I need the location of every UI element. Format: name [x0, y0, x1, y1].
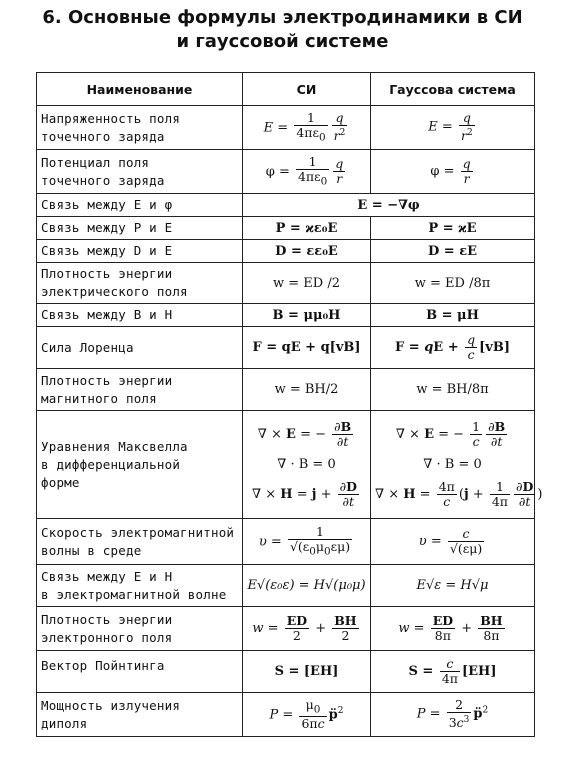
row-name-line: в дифференциальной [41, 456, 181, 472]
gauss-formula: w = $\frac{ED}{8\pi}$ + $\frac{BH}{8\pi}$ [371, 607, 535, 651]
row-name: Связь между D и E [37, 240, 243, 263]
table-row [37, 240, 535, 263]
table-row [37, 411, 535, 519]
si-formula: E = $\frac{1}{4\pi\varepsilon_0}$ $\frac{q}{r^2}$ [243, 106, 371, 150]
row-name-line: электронного поля [41, 629, 173, 645]
row-name [37, 607, 243, 651]
row-name: Вектор Пойнтинга [37, 651, 243, 693]
row-name-line: Потенциал поля [41, 154, 150, 170]
gauss-formula: E = $\frac{q}{r^2}$ [371, 106, 535, 150]
header-name: Наименование [37, 73, 243, 106]
gauss-formula: P = $\frac{2}{3c^3}$ p̈$^2$ [371, 693, 535, 737]
row-name-line: Скорость электромагнитной [41, 524, 235, 540]
gauss-formula: E√ε = H√μ [371, 565, 535, 607]
row-name [37, 519, 243, 565]
row-name-line: диполя [41, 715, 88, 731]
table-row [37, 327, 535, 369]
si-formula: S = [EH] [243, 651, 371, 693]
row-name-line: электрического поля [41, 284, 188, 299]
row-name-line: точечного заряда [41, 172, 165, 188]
si-formula: P = ϰε₀E [243, 217, 371, 240]
si-formula: w = BH/2 [243, 369, 371, 411]
gauss-formula: ∇ × E = − $\frac{1}{c}$ $\frac{\partial B}{\partial t}$ ∇ · B = 0 ∇ × H = $\frac{4\pi}{c}$ (j + $\frac{1}{4\pi}$ $\frac{\partial D}{\partial t}$ ) [371, 411, 535, 519]
si-formula: F = qE + q[vB] [243, 327, 371, 369]
gauss-formula: D = εE [371, 240, 535, 263]
row-name [37, 411, 243, 519]
formula-table [36, 72, 543, 737]
si-formula: υ = $\frac{1}{√(\varepsilon_0\mu_0\varepsilon\mu)}$ [243, 519, 371, 565]
row-name [37, 693, 243, 737]
si-formula: P = $\frac{\mu_0}{6\pi c}$ p̈$^2$ [243, 693, 371, 737]
gauss-formula: F = qE + $\frac{q}{c}$ [vB] [371, 327, 535, 369]
row-name: Связь между P и E [37, 217, 243, 240]
row-name-line: Мощность излучения [41, 697, 181, 713]
row-name [37, 106, 243, 150]
table-row [37, 693, 535, 737]
row-name: Связь между E и φ [37, 194, 243, 217]
gauss-formula: S = $\frac{c}{4\pi}$ [EH] [371, 651, 535, 693]
row-name-line: волны в среде [41, 542, 142, 558]
gauss-formula: B = μH [371, 304, 535, 327]
table-row [37, 607, 535, 651]
title-line-1: 6. Основные формулы электродинамики в СИ [42, 7, 523, 28]
row-name: Связь между B и H [37, 304, 243, 327]
table-row [37, 304, 535, 327]
table-row [37, 369, 535, 411]
row-name-line: в электромагнитной волне [41, 586, 227, 602]
table-row [37, 651, 535, 693]
gauss-formula: υ = $\frac{c}{√(\varepsilon\mu)}$ [371, 519, 535, 565]
row-name-line: Плотность энергии [41, 372, 173, 388]
table-row [37, 565, 535, 607]
row-name-line: магнитного поля [41, 390, 157, 406]
row-name [37, 263, 243, 304]
gauss-formula: w = ED /8π [371, 263, 535, 304]
gauss-formula: φ = $\frac{q}{r}$ [371, 150, 535, 194]
row-name-line: форме [41, 474, 80, 490]
row-name: Сила Лоренца [37, 327, 243, 369]
header-si: СИ [243, 73, 371, 106]
table-row [37, 194, 535, 217]
row-name-line: точечного заряда [41, 128, 165, 144]
row-name-line: Уравнения Максвелла [41, 438, 188, 454]
page-title [0, 6, 565, 54]
table-row [37, 106, 535, 150]
si-formula: w = ED /2 [243, 263, 371, 304]
title-line-2: и гауссовой системе [176, 31, 389, 52]
row-name [37, 150, 243, 194]
header-gauss: Гауссова система [371, 73, 535, 106]
si-formula: D = εε₀E [243, 240, 371, 263]
row-name-line: Плотность энергии [41, 611, 173, 627]
row-name-line: Напряженность поля [41, 110, 181, 126]
si-formula: B = μμ₀H [243, 304, 371, 327]
gauss-formula: P = ϰE [371, 217, 535, 240]
si-formula: E√(ε₀ε) = H√(μ₀μ) [243, 565, 371, 607]
table-row [37, 519, 535, 565]
table-row [37, 150, 535, 194]
table-row [37, 217, 535, 240]
gauss-formula: w = BH/8π [371, 369, 535, 411]
row-name-line: Связь между E и H [41, 568, 173, 584]
gauss-div-b: ∇ · B = 0 [423, 456, 482, 472]
row-name-line: Плотность энергии [41, 266, 173, 281]
row-name [37, 565, 243, 607]
si-formula: ∇ × E = − $\frac{\partial B}{\partial t}$ ∇ · B = 0 ∇ × H = j + $\frac{\partial D}{\partial t}$ [243, 411, 371, 519]
si-formula: w = $\frac{ED}{2}$ + $\frac{BH}{2}$ [243, 607, 371, 651]
common-formula: E = −∇φ [243, 194, 535, 217]
table-row [37, 263, 535, 304]
table-header-row [37, 73, 535, 106]
si-div-b: ∇ · B = 0 [277, 456, 336, 472]
si-formula: φ = $\frac{1}{4\pi\varepsilon_0}$ $\frac{q}{r}$ [243, 150, 371, 194]
row-name [37, 369, 243, 411]
